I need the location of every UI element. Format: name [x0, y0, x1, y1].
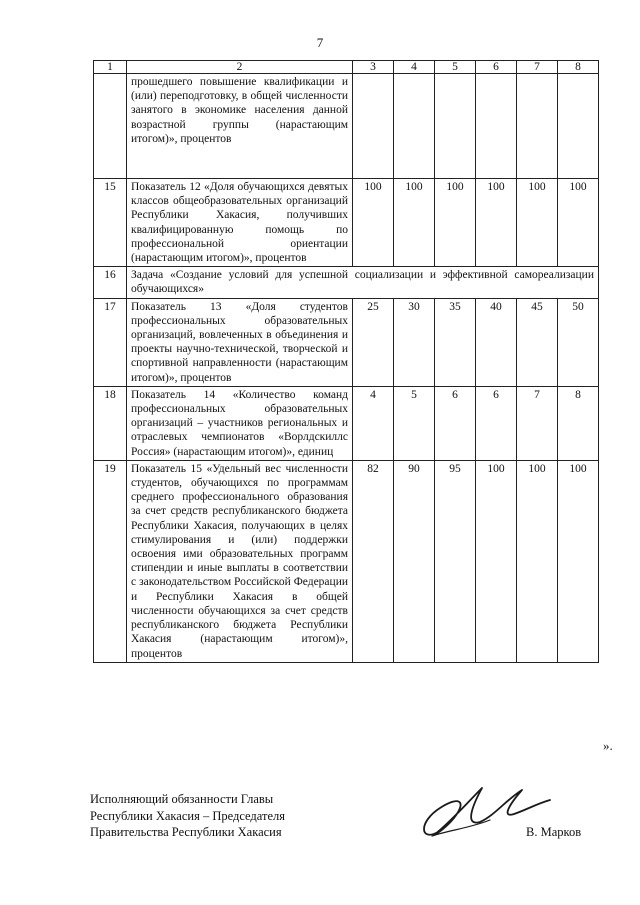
value-cell: 50	[558, 298, 599, 386]
value-cell: 100	[558, 179, 599, 267]
row-number: 15	[94, 179, 127, 267]
header-cell: 4	[394, 61, 435, 74]
value-cell: 90	[394, 460, 435, 662]
signatory-name: В. Марков	[526, 825, 582, 839]
header-cell: 5	[435, 61, 476, 74]
table-row	[94, 74, 599, 179]
value-cell: 100	[353, 179, 394, 267]
value-cell: 100	[476, 179, 517, 267]
value-cell: 100	[435, 179, 476, 267]
row-number: 18	[94, 386, 127, 460]
value-cell: 5	[394, 386, 435, 460]
value-cell: 100	[558, 460, 599, 662]
value-cell: 25	[353, 298, 394, 386]
value-cell: 7	[517, 386, 558, 460]
signatory-line: Республики Хакасия – Председателя	[90, 808, 286, 823]
value-cell: 100	[394, 179, 435, 267]
value-cell: 82	[353, 460, 394, 662]
header-cell: 2	[127, 61, 353, 74]
indicator-text: прошедшего повышение квалификации и (или) переподготовку, в общей численности занятого в экономике населения данной возрастной группы (нарастающим итогом)», процентов	[127, 74, 353, 179]
value-cell: 30	[394, 298, 435, 386]
indicator-text: Показатель 12 «Доля обучающихся девятых классов общеобразовательных организаций Республики Хакасия, получивших квалифицированную помощь по профессиональной ориентации (нарастающим итогом)», процентов	[127, 179, 353, 267]
row-number	[94, 74, 127, 179]
value-cell: 95	[435, 460, 476, 662]
value-cell: 6	[476, 386, 517, 460]
page-number: 7	[316, 35, 324, 50]
value-cell	[476, 74, 517, 179]
table-row-task	[94, 267, 599, 298]
signatory-line: Правительства Республики Хакасия	[90, 825, 282, 839]
table-row	[94, 460, 599, 662]
value-cell: 35	[435, 298, 476, 386]
signatory-line: Исполняющий обязанности Главы	[90, 792, 274, 806]
header-cell: 7	[517, 61, 558, 74]
task-text: Задача «Создание условий для успешной социализации и эффективной самореализации обучающихся»	[127, 267, 599, 298]
indicator-text: Показатель 13 «Доля студентов профессиональных образовательных организаций, вовлеченных в объединения и проекты научно-технической, творческой и спортивной направленности (нарастающим итогом)», процентов	[127, 298, 353, 386]
row-number: 19	[94, 460, 127, 662]
value-cell: 100	[517, 460, 558, 662]
value-cell	[558, 74, 599, 179]
indicator-text: Показатель 14 «Количество команд профессиональных образовательных организаций – участников региональных и отраслевых чемпионатов «Ворлдскиллс Россия» (нарастающим итогом)», единиц	[127, 386, 353, 460]
header-cell: 1	[94, 61, 127, 74]
value-cell	[517, 74, 558, 179]
value-cell: 4	[353, 386, 394, 460]
header-cell: 6	[476, 61, 517, 74]
table-row	[94, 179, 599, 267]
indicators-table	[93, 60, 599, 663]
value-cell: 45	[517, 298, 558, 386]
header-cell: 8	[558, 61, 599, 74]
value-cell: 100	[476, 460, 517, 662]
row-number: 17	[94, 298, 127, 386]
value-cell: 8	[558, 386, 599, 460]
signatory-title	[90, 791, 285, 841]
closing-quote: ».	[603, 738, 613, 753]
table-row	[94, 386, 599, 460]
value-cell	[435, 74, 476, 179]
header-cell: 3	[353, 61, 394, 74]
value-cell: 100	[517, 179, 558, 267]
indicator-text: Показатель 15 «Удельный вес численности студентов, обучающихся по программам среднего профессионального образования за счет средств республиканского бюджета Республики Хакасия, получающих в целях стимулирования и (или) поддержки освоения ими образовательных программ стипендии и иные выплаты в соответствии с законодательством Российской Федерации и Республики Хакасия в общей численности обучающихся за счет средств республиканского бюджета Республики Хакасия (нарастающим итогом)», процентов	[127, 460, 353, 662]
value-cell: 40	[476, 298, 517, 386]
value-cell	[394, 74, 435, 179]
table-row	[94, 298, 599, 386]
table-header-row	[94, 61, 599, 74]
value-cell	[353, 74, 394, 179]
row-number: 16	[94, 267, 127, 298]
value-cell: 6	[435, 386, 476, 460]
